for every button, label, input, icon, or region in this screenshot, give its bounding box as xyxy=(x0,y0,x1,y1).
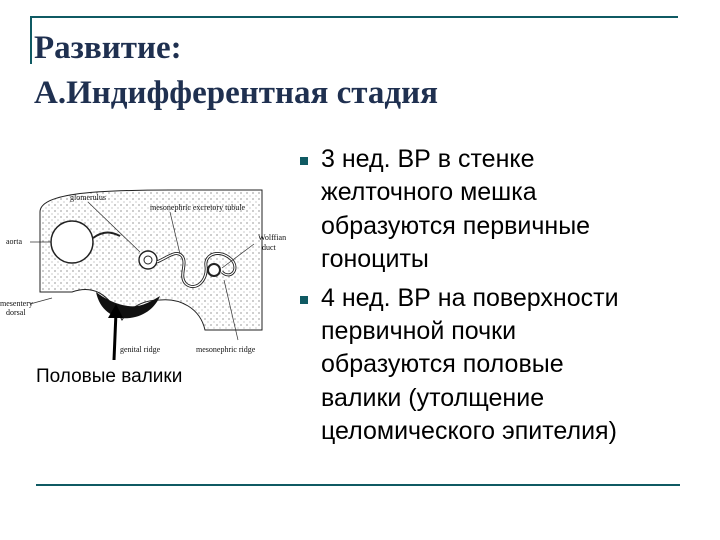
bullet-list xyxy=(300,143,710,454)
glomerulus-shape xyxy=(139,251,157,269)
bullet-item xyxy=(300,282,710,449)
label-duct: duct xyxy=(262,243,276,252)
bullet-text: 4 нед. ВР на поверхности первичной почки образуются половые валики (утолщение целомического эпителия) xyxy=(321,283,619,446)
title-line-1: Развитие: xyxy=(34,30,182,66)
frame-top-line xyxy=(30,16,678,18)
embryo-cross-section-diagram xyxy=(0,180,300,365)
wolffian-duct-shape xyxy=(208,264,220,276)
frame-bottom-line xyxy=(36,484,680,486)
label-mesentery: mesentery xyxy=(0,299,33,308)
frame-left-line xyxy=(30,16,32,64)
bullet-text: 3 нед. ВР в стенке желточного мешка образуются первичные гоноциты xyxy=(321,145,591,274)
label-mesonephric-excretory-tubule: mesonephric excretory tubule xyxy=(150,203,246,212)
aorta-shape xyxy=(51,221,93,263)
diagram-caption: Половые валики xyxy=(36,366,183,387)
slide-title xyxy=(34,26,438,116)
bullet-square-icon xyxy=(300,157,308,165)
label-genital-ridge: genital ridge xyxy=(120,345,161,354)
label-glomerulus: glomerulus xyxy=(70,193,106,202)
bullet-square-icon xyxy=(300,296,308,304)
label-wolffian: Wolffian xyxy=(258,233,287,242)
bullet-item xyxy=(300,143,710,277)
title-line-2: А.Индифферентная стадия xyxy=(34,75,438,111)
label-aorta: aorta xyxy=(6,237,22,246)
caption-arrow xyxy=(114,312,116,360)
label-dorsal: dorsal xyxy=(6,308,26,317)
label-mesonephric-ridge: mesonephric ridge xyxy=(196,345,256,354)
